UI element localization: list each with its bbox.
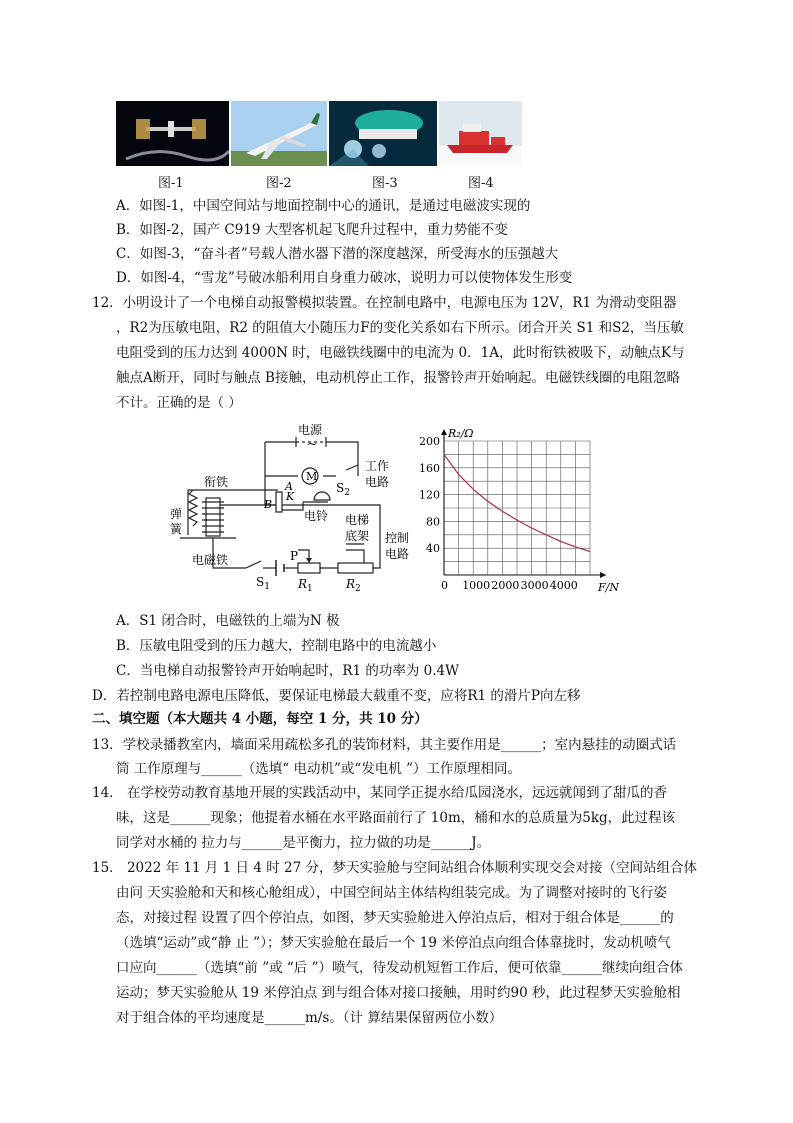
bell-label: 电铃 bbox=[304, 509, 329, 523]
figure-4-xuelong-icebreaker bbox=[439, 101, 522, 166]
contact-a-label: A bbox=[285, 480, 293, 493]
elevator-frame-label-1: 电梯 bbox=[345, 513, 370, 527]
spring-label-1: 弹 bbox=[170, 507, 183, 521]
q12-stem-line-2: ，R2为压敏电阻，R2 的阻值大小随压力F的变化关系如右下所示。闭合开关 S1 和S2，当压敏 bbox=[116, 320, 684, 336]
q11-option-c: C．如图-3，“奋斗者”号载人潜水器下潜的深度越深，所受海水的压强越大 bbox=[116, 246, 559, 262]
figure-2-caption: 图-2 bbox=[266, 176, 292, 191]
r2-label: $R_2$ bbox=[346, 577, 361, 594]
q12-option-d: D．若控制电路电源电压降低，要保证电梯最大载重不变，应将R1 的滑片P向左移 bbox=[92, 688, 581, 704]
q11-option-b: B．如图-2，国产 C919 大型客机起飞爬升过程中，重力势能不变 bbox=[116, 222, 508, 238]
q12-stem-line-5: 不计。正确的是（ ） bbox=[116, 395, 242, 411]
circuit-diagram bbox=[168, 420, 428, 600]
x-tick-label: 1000 bbox=[462, 579, 491, 592]
elevator-frame-label-2: 底架 bbox=[345, 529, 370, 543]
r2-force-graph bbox=[418, 425, 628, 597]
figure-2-c919-aircraft bbox=[231, 101, 327, 166]
x-tick-label: 3000 bbox=[520, 579, 549, 592]
y-tick-label: 200 bbox=[419, 435, 440, 448]
section-2-title: 二、填空题（本大题共 4 小题，每空 1 分，共 10 分） bbox=[92, 711, 428, 727]
x-tick-label: 2000 bbox=[491, 579, 520, 592]
q15-line-5: 口应向______（选填“前 ”或 “后 ”）喷气，待发动机短暂工作后，便可依靠______继续向组合体 bbox=[116, 960, 683, 976]
q14-line-1: 14． 在学校劳动教育基地开展的实践活动中，某同学正提水给瓜园浇水，远远就闻到了甜瓜的香 bbox=[92, 785, 667, 801]
y-tick-label: 160 bbox=[419, 461, 440, 475]
x-tick-label: 4000 bbox=[549, 579, 578, 592]
figure-3-fendouzhe-submersible bbox=[329, 101, 437, 166]
contact-k-label: K bbox=[286, 490, 295, 503]
armature-label: 衔铁 bbox=[204, 475, 229, 489]
q13-line-1: 13．学校录播教室内，墙面采用疏松多孔的装饰材料，其主要作用是______；室内悬挂的动圈式话 bbox=[92, 737, 677, 753]
circuit-switch2-label: $S_2$ bbox=[336, 481, 350, 498]
circuit-motor-label: M bbox=[306, 470, 318, 483]
work-circuit-label-1: 工作 bbox=[365, 459, 390, 473]
q15-line-4: （选填“运动”或“静 止 ”）；梦天实验舱在最后一个 19 米停泊点向组合体靠拢时，发动机喷气 bbox=[116, 935, 671, 951]
figure-1-caption: 图-1 bbox=[158, 176, 184, 191]
figure-3-caption: 图-3 bbox=[372, 176, 398, 191]
figure-1-space-station bbox=[116, 101, 229, 166]
figure-4-caption: 图-4 bbox=[468, 176, 494, 191]
electromagnet-label: 电磁铁 bbox=[192, 553, 229, 567]
y-tick-label: 120 bbox=[419, 488, 440, 502]
slider-p-label: P bbox=[290, 549, 299, 563]
q11-option-a: A．如图-1，中国空间站与地面控制中心的通讯，是通过电磁波实现的 bbox=[116, 198, 531, 214]
circuit-ac-symbol: ~ bbox=[307, 437, 318, 451]
x-axis-label: F/N bbox=[598, 581, 619, 594]
switch1-label: $S_1$ bbox=[256, 575, 270, 592]
q15-line-7: 对于组合体的平均速度是______m/s。（计 算结果保留两位小数） bbox=[116, 1010, 503, 1026]
q12-option-b: B．压敏电阻受到的压力越大，控制电路中的电流越小 bbox=[116, 638, 437, 654]
q12-option-a: A．S1 闭合时，电磁铁的上端为N 极 bbox=[116, 613, 340, 629]
work-circuit-label-2: 电路 bbox=[365, 475, 390, 489]
x-axis-arrow bbox=[600, 572, 606, 578]
q13-line-2: 筒 工作原理与______（选填“ 电动机”或“发电机 ”）工作原理相同。 bbox=[116, 761, 521, 777]
q12-stem-line-3: 电阻受到的压力达到 4000N 时，电磁铁线圈中的电流为 0．1A，此时衔铁被吸下，动触点K与 bbox=[116, 345, 685, 361]
circuit-power-label: 电源 bbox=[298, 423, 323, 437]
r1-label: $R_1$ bbox=[298, 577, 313, 594]
q15-line-2: 由问 天实验舱和天和核心舱组成），中国空间站主体结构组装完成。为了调整对接时的飞行姿 bbox=[116, 885, 668, 901]
q15-line-1: 15． 2022 年 11 月 1 日 4 时 27 分，梦天实验舱与空间站组合体顺利实现交会对接（空间站组合体 bbox=[92, 860, 697, 876]
q15-line-6: 运动；梦天实验舱从 19 米停泊点 到与组合体对接口接触，用时约90 秒，此过程梦天实验舱相 bbox=[116, 985, 681, 1001]
q14-line-2: 味，这是______现象；他提着水桶在水平路面前行了 10m，桶和水的总质量为5kg，此过程该 bbox=[116, 810, 676, 826]
y-tick-label: 40 bbox=[426, 542, 440, 556]
control-circuit-label-1: 控制 bbox=[385, 531, 410, 545]
contact-b-label: B bbox=[264, 498, 273, 511]
y-tick-label: 80 bbox=[426, 515, 440, 529]
x-tick-label: 0 bbox=[441, 579, 448, 592]
spring-label-2: 簧 bbox=[170, 522, 183, 536]
q12-option-c: C．当电梯自动报警铃声开始响起时，R1 的功率为 0.4W bbox=[116, 663, 460, 679]
y-axis-arrow bbox=[441, 429, 447, 435]
control-circuit-label-2: 电路 bbox=[385, 547, 410, 561]
q14-line-3: 同学对水桶的 拉力与______是平衡力，拉力做的功是______J。 bbox=[116, 835, 491, 851]
y-axis-label: R₂/Ω bbox=[448, 427, 474, 440]
q12-stem-line-4: 触点A断开，同时与触点 B接触，电动机停止工作，报警铃声开始响起。电磁铁线圈的电阻忽略 bbox=[116, 370, 680, 386]
q12-stem-line-1: 12．小明设计了一个电梯自动报警模拟装置。在控制电路中，电源电压为 12V，R1 为滑动变阻器 bbox=[92, 295, 677, 311]
q11-option-d: D．如图-4，“雪龙”号破冰船利用自身重力破冰，说明力可以使物体发生形变 bbox=[116, 270, 573, 286]
q15-line-3: 态，对接过程 设置了四个停泊点，如图，梦天实验舱进入停泊点后，相对于组合体是______的 bbox=[116, 910, 674, 926]
